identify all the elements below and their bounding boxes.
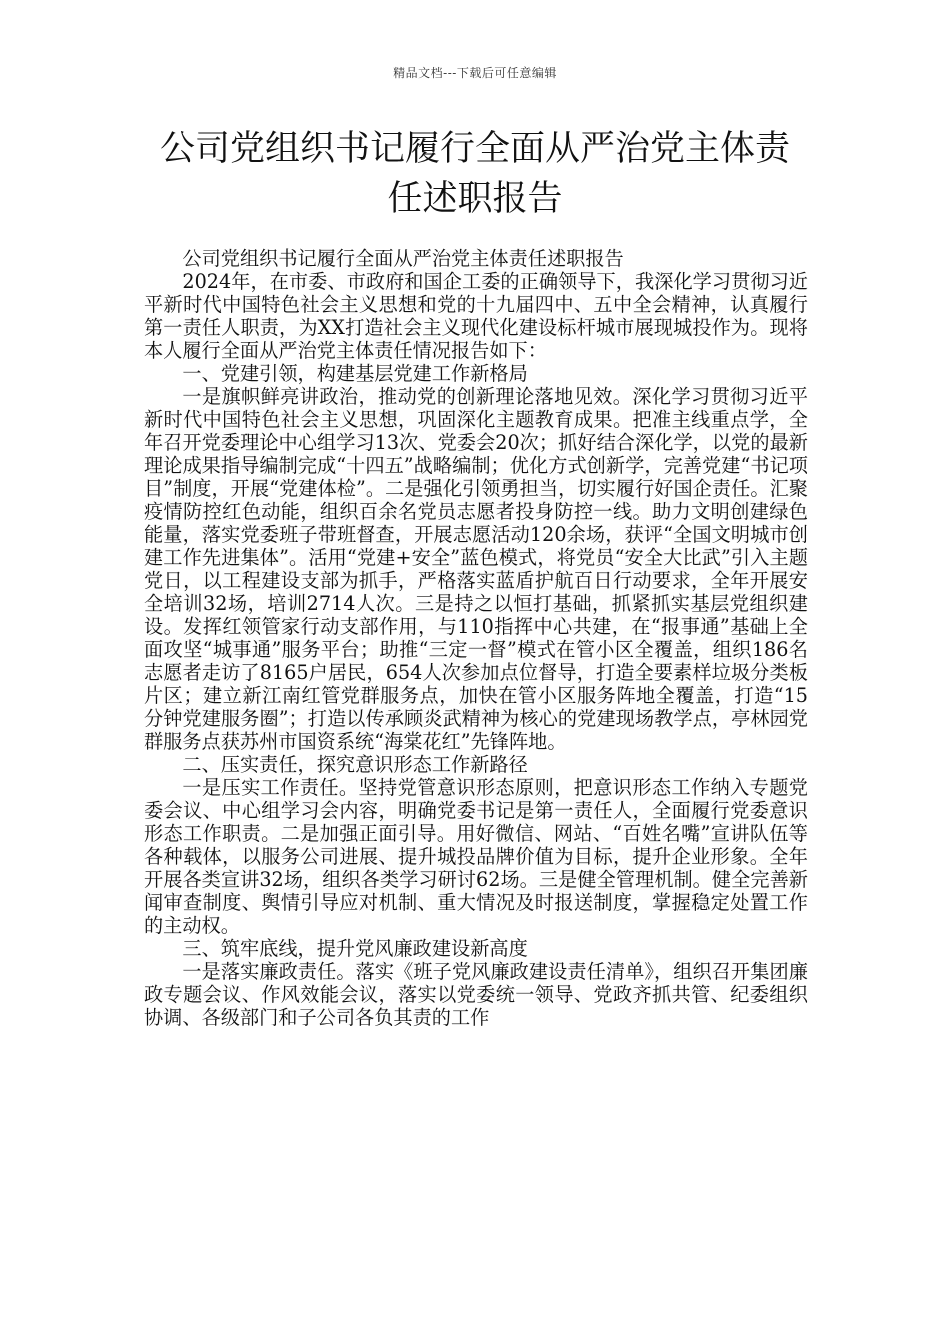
section-heading-2: 二、压实责任，探究意识形态工作新路径 [182,753,528,776]
paragraph-section-3: 一是落实廉政责任。落实《班子党风廉政建设责任清单》，组织召开集团廉政专题会议、作风效能会议，落实以党委统一领导、党政齐抓共管、纪委组织协调、各级部门和子公司各负其责的工作 [144,960,808,1029]
document-body [144,247,808,1029]
paragraph-section-1: 一是旗帜鲜亮讲政治，推动党的创新理论落地见效。深化学习贯彻习近平新时代中国特色社会主义思想，巩固深化主题教育成果。把准主线重点学，全年召开党委理论中心组学习13次、党委会20次；抓好结合深化学，以党的最新理论成果指导编制完成“十四五”战略编制；优化方式创新学，完善党建“书记项目”制度，开展“党建体检”。二是强化引领勇担当，切实履行好国企责任。汇聚疫情防控红色动能，组织百余名党员志愿者投身防控一线。助力文明创建绿色能量，落实党委班子带班督查，开展志愿活动120余场，获评“全国文明城市创建工作先进集体”。活用“党建+安全”蓝色模式，将党员“安全大比武”引入主题党日，以工程建设支部为抓手，严格落实蓝盾护航百日行动要求，全年开展安全培训32场，培训2714人次。三是持之以恒打基础，抓紧抓实基层党组织建设。发挥红领管家行动支部作用，与110指挥中心共建，在“报事通”基础上全面攻坚“城事通”服务平台；助推“三定一督”模式在管小区全覆盖，组织186名志愿者走访了8165户居民，654人次参加点位督导，打造全要素样垃圾分类板片区；建立新江南红管党群服务点，加快在管小区服务阵地全覆盖，打造“15分钟党建服务圈”；打造以传承顾炎武精神为核心的党建现场教学点，亭林园党群服务点获苏州市国资系统“海棠花红”先锋阵地。 [144,385,808,753]
section-heading-1: 一、党建引领，构建基层党建工作新格局 [182,362,528,385]
section-heading-3: 三、筑牢底线，提升党风廉政建设新高度 [182,937,528,960]
paragraph-section-2: 一是压实工作责任。坚持党管意识形态原则，把意识形态工作纳入专题党委会议、中心组学习会内容，明确党委书记是第一责任人，全面履行党委意识形态工作职责。二是加强正面引导。用好微信、网站、“百姓名嘴”宣讲队伍等各种载体，以服务公司进展、提升城投品牌价值为目标，提升企业形象。全年开展各类宣讲32场，组织各类学习研讨62场。三是健全管理机制。健全完善新闻审查制度、舆情引导应对机制、重大情况及时报送制度，掌握稳定处置工作的主动权。 [144,776,808,937]
paragraph-subtitle: 公司党组织书记履行全面从严治党主体责任述职报告 [182,247,624,270]
document-title: 公司党组织书记履行全面从严治党主体责任述职报告 [159,129,790,219]
paragraph-intro: 2024年，在市委、市政府和国企工委的正确领导下，我深化学习贯彻习近平新时代中国特色社会主义思想和党的十九届四中、五中全会精神，认真履行第一责任人职责，为XX打造社会主义现代化建设标杆城市展现城投作为。现将本人履行全面从严治党主体责任情况报告如下： [144,270,808,362]
header-note: 精品文档---下载后可任意编辑 [393,66,557,80]
